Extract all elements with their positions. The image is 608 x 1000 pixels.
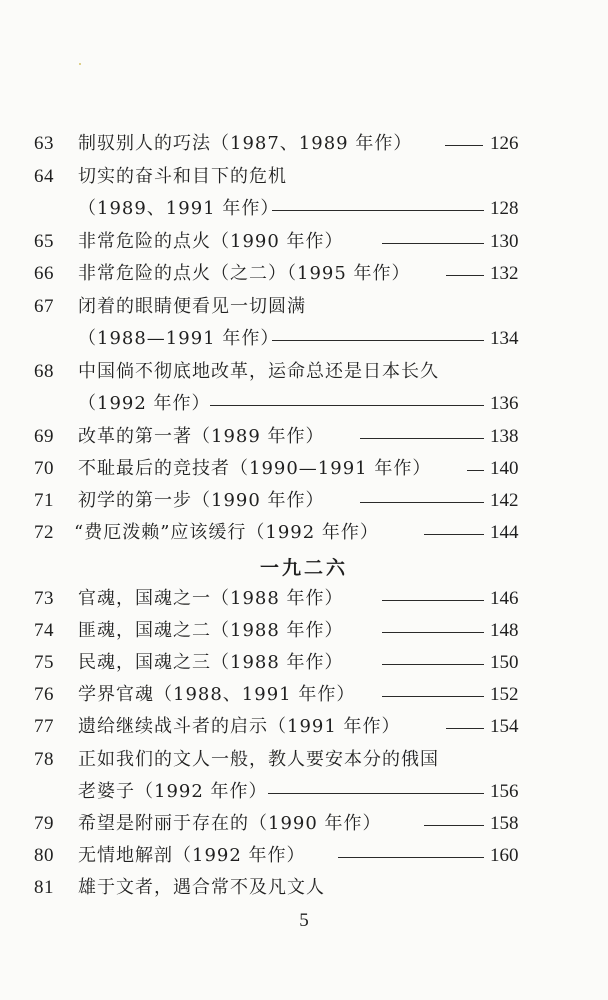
entry-number: 74 [34, 620, 54, 641]
entry-number: 64 [34, 166, 54, 187]
entry-title-continuation: （1988—1991 年作） [78, 328, 280, 349]
toc-entry [0, 485, 608, 517]
page-number: 5 [299, 910, 309, 931]
toc-entry [0, 291, 608, 323]
leader-rule [467, 470, 484, 471]
leader-rule [272, 210, 484, 211]
toc-entry-continuation [0, 776, 608, 808]
leader-rule [338, 857, 484, 858]
leader-rule [268, 793, 484, 794]
entry-title: 遗给继续战斗者的启示（1991 年作） [78, 716, 401, 737]
toc-entry [0, 258, 608, 290]
entry-title: 官魂，国魂之一（1988 年作） [78, 588, 344, 609]
entry-page: 132 [490, 263, 519, 284]
entry-number: 77 [34, 716, 54, 737]
entry-page: 158 [490, 813, 519, 834]
entry-number: 78 [34, 749, 54, 770]
entry-page: 148 [490, 620, 519, 641]
leader-rule [382, 600, 484, 601]
entry-number: 80 [34, 845, 54, 866]
entry-title: 非常危险的点火（之二）（1995 年作） [78, 263, 411, 284]
entry-title: 雄于文者，遇合常不及凡文人 [78, 877, 325, 898]
leader-rule [360, 438, 484, 439]
entry-page: 144 [490, 522, 519, 543]
toc-entry-continuation [0, 193, 608, 225]
toc-entry [0, 356, 608, 388]
toc-entry [0, 840, 608, 872]
entry-title: 非常危险的点火（1990 年作） [78, 231, 344, 252]
entry-page: 134 [490, 328, 519, 349]
toc-entry [0, 583, 608, 615]
toc-entry [0, 872, 608, 904]
leader-rule [424, 825, 484, 826]
entry-title: 中国倘不彻底地改革，运命总还是日本长久 [78, 361, 439, 382]
leader-rule [445, 145, 483, 146]
entry-number: 71 [34, 490, 54, 511]
entry-number: 73 [34, 588, 54, 609]
entry-title-continuation: （1992 年作） [78, 393, 211, 414]
entry-title-continuation: 老婆子（1992 年作） [78, 781, 268, 802]
toc-entry [0, 711, 608, 743]
entry-number: 69 [34, 426, 54, 447]
leader-rule [272, 340, 484, 341]
print-speck [79, 63, 81, 65]
entry-page: 128 [490, 198, 519, 219]
entry-page: 152 [490, 684, 519, 705]
toc-entry [0, 453, 608, 485]
entry-page: 154 [490, 716, 519, 737]
entry-page: 138 [490, 426, 519, 447]
leader-rule [382, 243, 484, 244]
leader-rule [446, 728, 484, 729]
entry-title: 希望是附丽于存在的（1990 年作） [78, 813, 382, 834]
entry-page: 142 [490, 490, 519, 511]
toc-entry [0, 128, 608, 160]
entry-title: 不耻最后的竞技者（1990—1991 年作） [78, 458, 432, 479]
toc-entry [0, 226, 608, 258]
toc-entry [0, 808, 608, 840]
entry-title: 改革的第一著（1989 年作） [78, 426, 325, 447]
entry-number: 65 [34, 231, 54, 252]
entry-title: 学界官魂（1988、1991 年作） [78, 684, 356, 705]
entry-page: 140 [490, 458, 519, 479]
entry-page: 146 [490, 588, 519, 609]
entry-number: 72 [34, 522, 54, 543]
leader-rule [424, 534, 484, 535]
entry-number: 70 [34, 458, 54, 479]
toc-entry [0, 647, 608, 679]
entry-title: 正如我们的文人一般，教人要安本分的俄国 [78, 749, 439, 770]
leader-rule [382, 632, 484, 633]
toc-entry [0, 615, 608, 647]
entry-title: 制驭别人的巧法（1987、1989 年作） [78, 133, 413, 154]
entry-page: 126 [490, 133, 519, 154]
leader-rule [446, 275, 484, 276]
entry-page: 130 [490, 231, 519, 252]
entry-number: 81 [34, 877, 54, 898]
entry-title: 无情地解剖（1992 年作） [78, 845, 306, 866]
leader-rule [210, 405, 484, 406]
entry-number: 79 [34, 813, 54, 834]
entry-title: 初学的第一步（1990 年作） [78, 490, 325, 511]
entry-title: 民魂，国魂之三（1988 年作） [78, 652, 344, 673]
toc-entry-continuation [0, 388, 608, 420]
entry-number: 68 [34, 361, 54, 382]
entry-title: 闭着的眼睛便看见一切圆满 [78, 296, 306, 317]
entry-page: 150 [490, 652, 519, 673]
toc-entry [0, 421, 608, 453]
entry-number: 67 [34, 296, 54, 317]
entry-page: 156 [490, 781, 519, 802]
entry-title-continuation: （1989、1991 年作） [78, 198, 280, 219]
entry-title: 切实的奋斗和目下的危机 [78, 166, 287, 187]
entry-title: 匪魂，国魂之二（1988 年作） [78, 620, 344, 641]
toc-entry [0, 679, 608, 711]
entry-title: “费厄泼赖”应该缓行（1992 年作） [74, 522, 379, 543]
toc-entry [0, 744, 608, 776]
entry-page: 160 [490, 845, 519, 866]
leader-rule [360, 502, 484, 503]
toc-entry [0, 517, 608, 549]
entry-number: 66 [34, 263, 54, 284]
toc-entry [0, 161, 608, 193]
entry-number: 76 [34, 684, 54, 705]
entry-number: 63 [34, 133, 54, 154]
entry-page: 136 [490, 393, 519, 414]
entry-number: 75 [34, 652, 54, 673]
leader-rule [382, 696, 484, 697]
toc-entry-continuation [0, 323, 608, 355]
section-heading: 一九二六 [259, 557, 348, 579]
leader-rule [382, 664, 484, 665]
